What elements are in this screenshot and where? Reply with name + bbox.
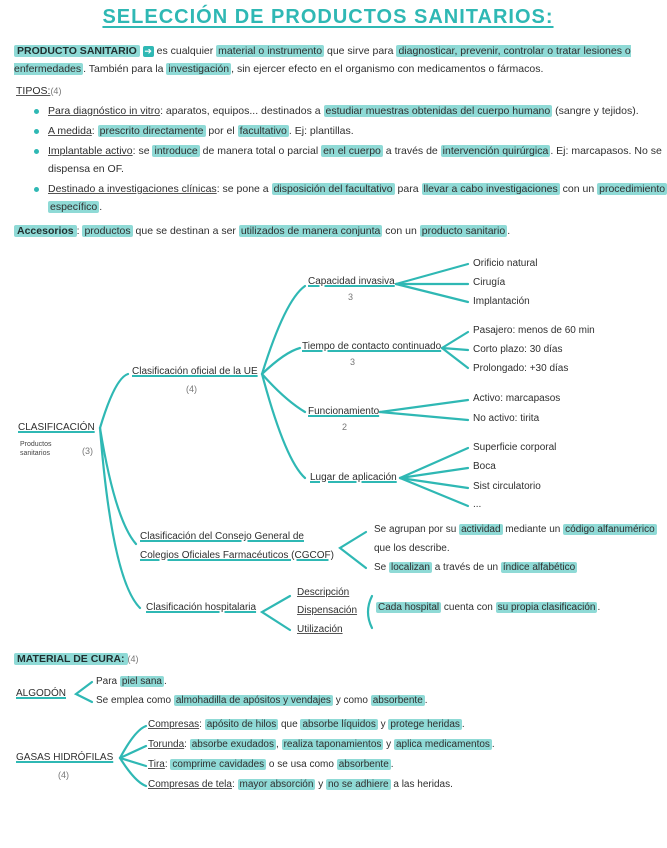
tipo-text: a través de [382,145,441,157]
hosp-text: . [597,602,601,613]
gasa-highlight: comprime cavidades [172,759,265,770]
cgcof-note [374,524,657,535]
connector [380,412,468,420]
gasa-text: : [231,779,238,790]
connector [442,348,468,368]
tipos-label: TIPOS: [16,85,51,97]
acc-text: : [76,225,83,237]
cgcof-label-line: Clasificación del Consejo General de [140,531,304,542]
connector [262,374,305,412]
connector [262,596,290,630]
hospitalaria-item-text: Dispensación [297,605,358,616]
group-item: Prolongado: +30 días [473,363,569,374]
hospitalaria-item [297,605,357,616]
tipo-term: Implantable activo [48,145,133,157]
connector [340,532,366,568]
tipo-highlight: introduce [154,145,198,157]
cgcof-text: Se [374,562,390,573]
gasa-term: Compresas [148,719,200,730]
tipo-text: (sangre y tejidos). [552,105,639,117]
gasa-highlight: apósito de hilos [206,719,277,730]
gasa-item [148,719,465,730]
arrow-right-icon: ➔ [144,45,152,56]
group-item: Cirugía [473,277,506,288]
group-item: Pasajero: menos de 60 min [473,325,595,336]
group-capacidad-invasiva [308,276,395,287]
group-funcionamiento [308,406,379,417]
group-num: 2 [342,422,348,432]
connector [380,400,468,412]
algodon-text: Para [96,676,120,687]
hospitalaria-item-text: Descripción [297,587,350,598]
cgcof-highlight: índice alfabético [502,562,576,573]
accesorios-term: Accesorios [14,225,77,237]
gasa-item [148,759,394,770]
ue-label [132,366,258,377]
group-label: Funcionamiento [308,406,380,417]
page-title: SELECCIÓN DE PRODUCTOS SANITARIOS: [102,6,554,28]
group-item: Boca [473,461,496,472]
algodon-label-text: ALGODÓN [16,688,67,699]
tipo-text: : se [132,145,153,157]
def-text: , sin ejercer efecto en el organismo con medicamentos o fármacos. [231,63,544,75]
gasa-text: . [390,759,394,770]
gasa-text: y [383,739,394,750]
gasas-label-text: GASAS HIDRÓFILAS [16,752,114,763]
gasas-label [16,752,113,763]
acc-highlight: productos [84,225,131,237]
group-item: Orificio natural [473,258,538,269]
cgcof-label [140,531,304,542]
hospitalaria-item-text: Utilización [297,624,343,635]
hosp-highlight: Cada hospital [378,602,440,613]
cgcof-highlight: localizan [391,562,430,573]
cgcof-note: que los describe. [374,543,450,554]
root-note-num: (3) [82,446,93,456]
cgcof-label-line: Colegios Oficiales Farmacéuticos (CGCOF) [140,550,334,561]
tipo-highlight: disposición del facultativo [273,183,393,195]
algodon-highlight: almohadilla de apósitos y vendajes [175,695,331,706]
algodon-label [16,688,66,699]
root-label: CLASIFICACIÓN [18,422,95,433]
tipo-highlight: específico [50,201,98,213]
gasa-term: Torunda [148,739,185,750]
acc-text: . [507,225,511,237]
algodon-text: . [424,695,428,706]
hospitalaria-item [297,624,343,635]
group-item: Activo: marcapasos [473,393,561,404]
tipo-term: A medida [48,125,92,137]
gasa-text: y [377,719,389,730]
gasa-highlight: realiza taponamientos [283,739,382,750]
tipo-text: : [91,125,98,137]
gasa-text: , [276,739,282,750]
acc-text: con un [382,225,420,237]
tipo-term: Para diagnóstico in vitro [48,105,161,117]
def-highlight: material o instrumento [218,45,323,57]
gasa-highlight: absorbe líquidos [302,719,376,730]
connector [396,284,468,302]
material-cura-label: MATERIAL DE CURA: [14,653,128,665]
group-label: Capacidad invasiva [308,276,395,287]
producto-sanitario-term: PRODUCTO SANITARIO [14,45,140,57]
tipo-text: con un [559,183,598,195]
tipo-text: : se pone a [216,183,272,195]
hospitalaria-label-text: Clasificación hospitalaria [146,602,257,613]
connector [262,348,300,374]
gasa-text: a las heridas. [390,779,453,790]
gasas-note: (4) [58,770,69,780]
group-num: 3 [350,357,356,367]
group-item: No activo: tirita [473,413,540,424]
def-text: que sirve para [324,45,397,57]
cgcof-text: mediante un [502,524,564,535]
group-label: Tiempo de contacto continuado [302,341,442,352]
cgcof-label [140,550,334,561]
def-text: es cualquier [156,45,217,57]
algodon-line [96,695,428,706]
connector [262,286,305,374]
gasa-text: : [184,739,190,750]
cgcof-note [374,562,577,573]
cgcof-highlight: actividad [461,524,501,535]
gasa-highlight: absorbente [338,759,389,770]
group-label: Lugar de aplicación [310,472,397,483]
gasa-text: . [491,739,495,750]
gasa-highlight: mayor absorción [239,779,314,790]
def-highlight: investigación [168,63,230,75]
acc-text: que se destinan a ser [132,225,239,237]
cgcof-highlight: código alfanumérico [565,524,655,535]
cgcof-text: Se agrupan por su [374,524,460,535]
tipo-text: por el [205,125,238,137]
tipo-text: de manera total o parcial [199,145,322,157]
tipo-item-continuation: dispensa en OF. [48,163,124,175]
algodon-text: y como [332,695,371,706]
group-item: Sist circulatorio [473,481,541,492]
tipo-highlight: procedimiento [599,183,666,195]
gasa-item [148,739,495,750]
tipo-term: Destinado a investigaciones clínicas [48,183,217,195]
connector [396,264,468,284]
connector [100,428,140,608]
gasa-text: : [164,759,171,770]
hosp-highlight: su propia clasificación [497,602,596,613]
material-cura-heading [14,650,139,668]
root-note: Productos sanitarios [20,441,52,457]
gasa-term: Compresas de tela [148,779,232,790]
tipo-text: . Ej: marcapasos. No se [550,145,662,157]
tipos-note: (4) [50,86,62,96]
connector [100,374,128,428]
tipo-highlight: facultativo [239,125,287,137]
gasa-highlight: protege heridas [390,719,460,730]
clasificacion-root [18,422,95,433]
algodon-highlight: absorbente [372,695,423,706]
def-highlight: diagnosticar, prevenir, controlar o tratar lesiones o enfermedades [14,45,631,75]
cgcof-text: a través de un [431,562,501,573]
ue-label-text: Clasificación oficial de la UE [132,366,258,377]
gasa-text: o se usa como [266,759,337,770]
acc-highlight: producto sanitario [421,225,506,237]
algodon-highlight: piel sana [121,676,162,687]
hospitalaria-label [146,602,256,613]
tipo-text: . [99,201,103,213]
tipo-text: para [394,183,422,195]
gasa-highlight: absorbe exudados [191,739,274,750]
acc-highlight: utilizados de manera conjunta [240,225,381,237]
connector [442,332,468,348]
gasa-text: y [315,779,326,790]
group-lugar-aplicacion [310,472,397,483]
gasa-item [148,779,453,790]
connector [262,374,305,478]
ue-note: (4) [186,384,197,394]
connector [76,682,92,702]
tipo-highlight: estudiar muestras obtenidas del cuerpo humano [325,105,551,117]
hospitalaria-item [297,587,349,598]
group-item: Corto plazo: 30 días [473,344,563,355]
tipo-text: . Ej: plantillas. [288,125,354,137]
group-num: 3 [348,292,354,302]
def-text: . También para la [83,63,167,75]
gasa-highlight: no se adhiere [327,779,389,790]
gasa-term: Tira [148,759,165,770]
material-cura-note: (4) [127,654,139,664]
algodon-text: Se emplea como [96,695,174,706]
hospitalaria-note [376,602,600,613]
group-item: Superficie corporal [473,442,557,453]
gasa-text: : [199,719,205,730]
hosp-text: cuenta con [441,602,496,613]
gasa-highlight: aplica medicamentos [395,739,490,750]
gasa-text: . [461,719,465,730]
group-item: Implantación [473,296,530,307]
tipo-highlight: llevar a cabo investigaciones [423,183,558,195]
algodon-text: . [163,676,167,687]
tipo-highlight: en el cuerpo [323,145,381,157]
brace [368,596,372,628]
tipo-highlight: prescrito directamente [99,125,204,137]
gasa-text: que [278,719,301,730]
group-tiempo-contacto [302,341,441,352]
algodon-line [96,676,167,687]
tipo-highlight: intervención quirúrgica [442,145,549,157]
group-item: ... [473,499,482,510]
tipo-text: : aparatos, equipos... destinados a [160,105,324,117]
